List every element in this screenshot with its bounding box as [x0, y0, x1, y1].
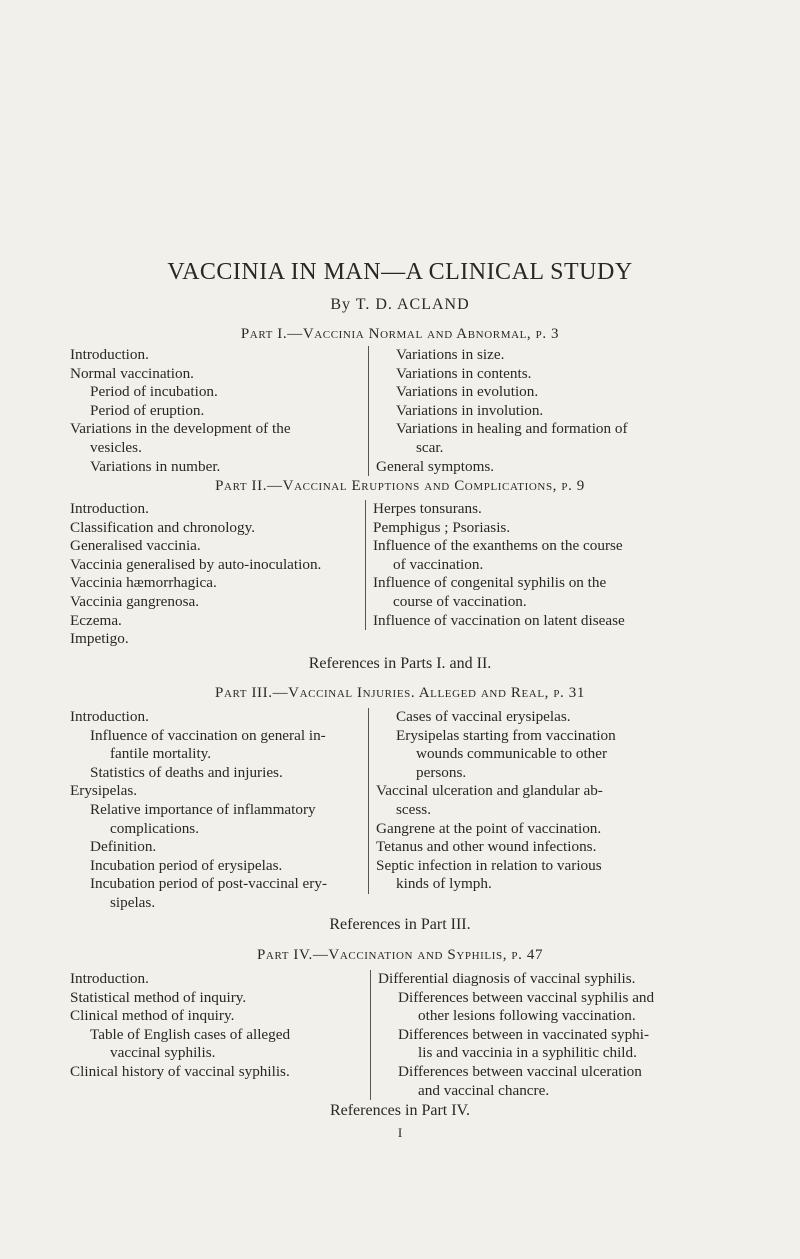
toc-entry: Erysipelas starting from vaccination: [396, 726, 616, 744]
part-4-right-column: [370, 970, 673, 1100]
toc-entry: kinds of lymph.: [396, 875, 492, 893]
part-3-references: References in Part III.: [329, 916, 471, 933]
toc-entry: Influence of vaccination on general in-: [90, 726, 326, 744]
toc-entry: Differences between vaccinal ulceration: [398, 1062, 642, 1080]
part-3-left-column: [70, 708, 365, 913]
toc-entry: Definition.: [90, 838, 157, 856]
toc-entry: complications.: [110, 819, 199, 837]
part-4-references: References in Part IV.: [329, 1102, 471, 1119]
page-folio: I: [397, 1125, 403, 1140]
toc-entry: Impetigo.: [70, 630, 129, 648]
toc-entry: Differential diagnosis of vaccinal syphilis.: [378, 970, 636, 987]
part-1-heading: Part I.—Vaccinia Normal and Abnormal, p. 3: [240, 326, 560, 342]
toc-entry: wounds communicable to other: [416, 745, 608, 763]
toc-entry: Vaccinia generalised by auto-inoculation.: [70, 555, 322, 573]
toc-entry: Introduction.: [70, 708, 149, 725]
toc-entry: Introduction.: [70, 346, 149, 363]
toc-entry: Variations in involution.: [396, 401, 544, 419]
toc-entry: Differences between in vaccinated syphi-: [398, 1025, 650, 1043]
part-3-right-column: [368, 708, 671, 894]
part-3-heading: Part III.—Vaccinal Injuries. Alleged and Real, p. 31: [215, 685, 585, 701]
toc-entry: Vaccinal ulceration and glandular ab-: [376, 782, 603, 800]
part-2-right-column: [365, 500, 668, 630]
toc-entry: Vaccinia hæmorrhagica.: [70, 574, 217, 592]
part-1-left-column: [70, 346, 365, 476]
toc-entry: Classification and chronology.: [70, 518, 256, 536]
toc-entry: Statistics of deaths and injuries.: [90, 763, 283, 781]
toc-entry: Relative importance of inflammatory: [90, 800, 316, 818]
toc-entry: Variations in size.: [396, 346, 505, 363]
toc-entry: Normal vaccination.: [70, 364, 194, 382]
toc-entry: Pemphigus ; Psoriasis.: [373, 518, 511, 536]
toc-entry: Eczema.: [70, 611, 122, 629]
toc-entry: Clinical method of inquiry.: [70, 1007, 235, 1025]
part-4-left-column: [70, 970, 365, 1082]
toc-entry: vaccinal syphilis.: [110, 1044, 216, 1062]
toc-entry: Variations in healing and formation of: [396, 420, 628, 438]
toc-entry: Introduction.: [70, 500, 149, 517]
document-title: VACCINIA IN MAN—A CLINICAL STUDY: [167, 259, 633, 285]
toc-entry: Tetanus and other wound infections.: [376, 838, 597, 856]
part-1-right-column: [368, 346, 671, 476]
toc-entry: Vaccinia gangrenosa.: [70, 592, 200, 610]
toc-entry: Differences between vaccinal syphilis and: [398, 988, 655, 1006]
toc-entry: and vaccinal chancre.: [418, 1081, 550, 1099]
toc-entry: Period of eruption.: [90, 401, 205, 419]
toc-entry: lis and vaccinia in a syphilitic child.: [418, 1044, 637, 1062]
toc-entry: scar.: [416, 438, 444, 456]
toc-entry: Erysipelas.: [70, 782, 138, 800]
toc-entry: scess.: [396, 800, 432, 818]
toc-entry: Generalised vaccinia.: [70, 537, 201, 555]
toc-entry: persons.: [416, 763, 467, 781]
toc-entry: Septic infection in relation to various: [376, 856, 602, 874]
toc-entry: Influence of congenital syphilis on the: [373, 574, 607, 592]
toc-entry: Cases of vaccinal erysipelas.: [396, 708, 571, 725]
toc-entry: Variations in contents.: [396, 364, 532, 382]
toc-entry: Statistical method of inquiry.: [70, 988, 247, 1006]
toc-entry: Incubation period of post-vaccinal ery-: [90, 875, 328, 893]
toc-entry: Period of incubation.: [90, 383, 218, 401]
toc-entry: Clinical history of vaccinal syphilis.: [70, 1062, 290, 1080]
toc-entry: course of vaccination.: [393, 592, 527, 610]
toc-entry: Influence of the exanthems on the course: [373, 537, 623, 555]
toc-entry: Variations in the development of the: [70, 420, 291, 438]
part-4-heading: Part IV.—Vaccination and Syphilis, p. 47: [256, 947, 544, 963]
toc-entry: Incubation period of erysipelas.: [90, 856, 283, 874]
toc-entry: General symptoms.: [376, 457, 495, 475]
part-2-left-column: [70, 500, 365, 649]
toc-entry: other lesions following vaccination.: [418, 1007, 636, 1025]
toc-entry: Variations in evolution.: [396, 383, 539, 401]
toc-entry: Introduction.: [70, 970, 149, 987]
part-2-references: References in Parts I. and II.: [308, 655, 492, 672]
toc-entry: Influence of vaccination on latent disease: [373, 611, 625, 629]
toc-entry: of vaccination.: [393, 555, 484, 573]
toc-entry: Herpes tonsurans.: [373, 500, 482, 517]
toc-entry: sipelas.: [110, 893, 156, 911]
toc-entry: vesicles.: [90, 438, 142, 456]
author-byline: By T. D. ACLAND: [330, 296, 470, 313]
toc-entry: Table of English cases of alleged: [90, 1025, 291, 1043]
part-2-heading: Part II.—Vaccinal Eruptions and Complications, p. 9: [215, 478, 585, 494]
toc-entry: fantile mortality.: [110, 745, 212, 763]
toc-entry: Variations in number.: [90, 457, 221, 475]
toc-entry: Gangrene at the point of vaccination.: [376, 819, 602, 837]
